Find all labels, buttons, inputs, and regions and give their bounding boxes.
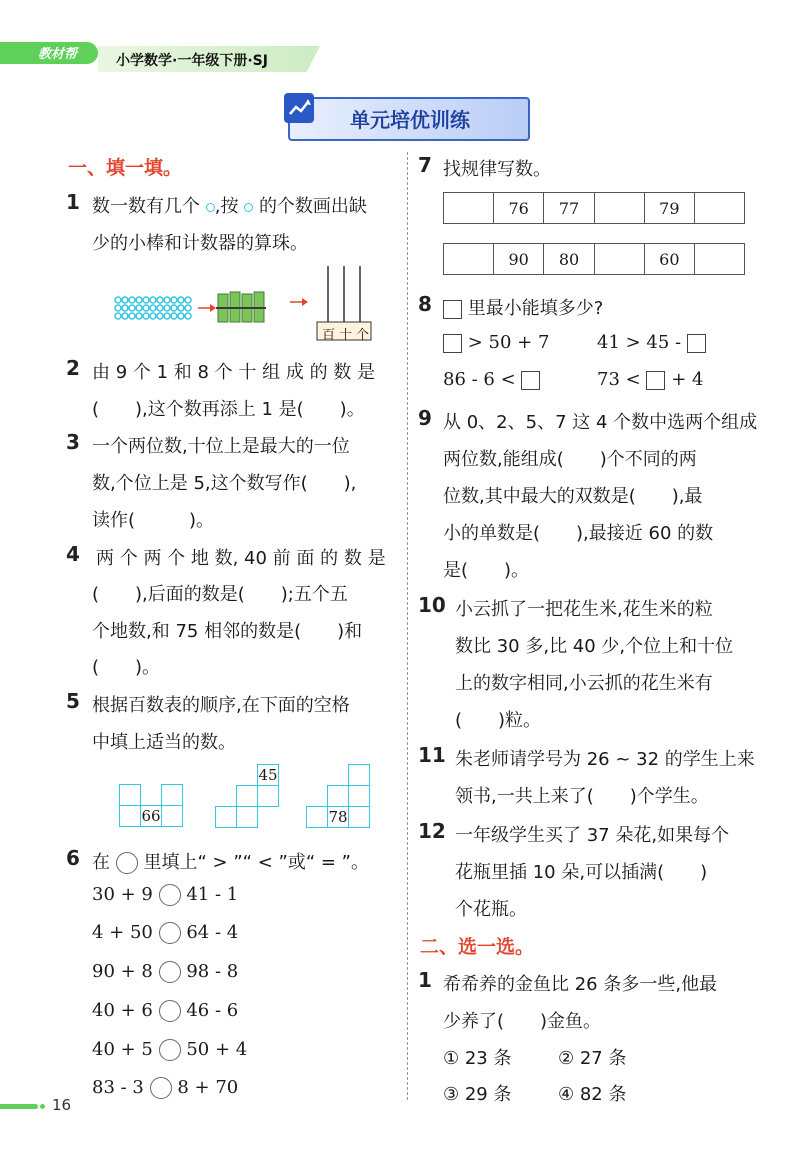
q4-line3: 个地数,和 75 相邻的数是( )和 (92, 621, 363, 642)
number-cell[interactable] (695, 244, 745, 275)
s2q1-line1: 希希养的金鱼比 26 条多一些,他最 (443, 974, 718, 995)
q7-text: 找规律写数。 (443, 159, 551, 180)
small-circle-icon (206, 203, 215, 212)
blank-square[interactable] (646, 371, 665, 390)
comparison-row: 4 + 50 64 - 4 (92, 922, 239, 943)
comparison-row: 40 + 6 46 - 6 (92, 1000, 239, 1021)
q9-number: 9 (418, 406, 432, 430)
number-cell[interactable] (695, 193, 745, 224)
abacus-label: 百十个 (322, 328, 374, 343)
arrow-icon (290, 298, 308, 306)
q1-line2: 少的小棒和计数器的算珠。 (92, 233, 308, 254)
q8-item-d: 73 < + 4 (597, 369, 704, 390)
number-cell[interactable] (594, 244, 644, 275)
q12-line3: 个花瓶。 (455, 899, 527, 920)
comparison-circle[interactable] (150, 1077, 172, 1099)
q8-item-c: 86 - 6 < (443, 369, 540, 390)
comparison-row: 83 - 3 8 + 70 (92, 1077, 239, 1098)
circle-dots-icon (115, 297, 191, 319)
q1-number: 1 (66, 190, 80, 214)
grid-value: 78 (328, 808, 348, 826)
stick-bundles-icon (216, 292, 266, 322)
q9-line1: 从 0、2、5、7 这 4 个数中选两个组成 (443, 412, 758, 433)
page-number: 16 (52, 1096, 72, 1114)
q4-line1: 两 个 两 个 地 数, 40 前 面 的 数 是 (96, 548, 386, 569)
q10-line4: ( )粒。 (455, 710, 542, 731)
comparison-circle[interactable] (159, 1000, 181, 1022)
grid-value: 66 (141, 807, 161, 825)
unit-title: 单元培优训练 (350, 108, 470, 132)
q8-item-a: > 50 + 7 (443, 332, 549, 353)
comparison-row: 30 + 9 41 - 1 (92, 884, 239, 905)
q12-number: 12 (418, 819, 446, 843)
section-1-title: 一、填一填。 (68, 157, 183, 179)
column-divider (407, 152, 408, 1100)
q3-line1: 一个两位数,十位上是最大的一位 (92, 436, 350, 457)
q10-number: 10 (418, 593, 446, 617)
q8-text: 里最小能填多少? (443, 294, 603, 320)
q6-number: 6 (66, 846, 80, 870)
q9-line4: 小的单数是( ),最接近 60 的数 (443, 523, 714, 544)
comparison-circle (116, 852, 138, 874)
q12-line1: 一年级学生买了 37 朵花,如果每个 (455, 825, 730, 846)
number-cell: 90 (493, 244, 543, 275)
q3-number: 3 (66, 430, 80, 454)
q4-line4: ( )。 (92, 657, 161, 678)
small-circle-icon (244, 203, 253, 212)
blank-square[interactable] (443, 334, 462, 353)
q11-line1: 朱老师请学号为 26 ~ 32 的学生上来 (455, 749, 755, 770)
q4-line2: ( ),后面的数是( );五个五 (92, 584, 348, 605)
q10-line3: 上的数字相同,小云抓的花生米有 (455, 673, 713, 694)
hundred-grid-1 (119, 784, 185, 828)
blank-square (443, 300, 462, 319)
number-cell[interactable] (444, 244, 494, 275)
q1-line1: 数一数有几个 ,按 的个数画出缺 (92, 196, 367, 217)
comparison-row: 90 + 8 98 - 8 (92, 961, 239, 982)
s2q1-line2: 少养了( )金鱼。 (443, 1011, 602, 1032)
q11-number: 11 (418, 743, 446, 767)
s2q1-option-2[interactable]: ② 27 条 (558, 1048, 627, 1069)
q7-number: 7 (418, 153, 432, 177)
q4-number: 4 (66, 542, 80, 566)
s2q1-option-3[interactable]: ③ 29 条 (443, 1084, 512, 1105)
comparison-row: 40 + 5 50 + 4 (92, 1039, 248, 1060)
footer-bar (0, 1104, 38, 1109)
q3-line3: 读作( )。 (92, 510, 215, 531)
number-cell[interactable] (594, 193, 644, 224)
s2q1-option-4[interactable]: ④ 82 条 (558, 1084, 627, 1105)
comparison-circle[interactable] (159, 884, 181, 906)
q8-item-b: 41 > 45 - (597, 332, 706, 353)
q3-line2: 数,个位上是 5,这个数写作( ), (92, 473, 357, 494)
header-title: 小学数学·一年级下册·SJ (116, 53, 268, 69)
blank-square[interactable] (521, 371, 540, 390)
s2q1-number: 1 (418, 968, 432, 992)
q11-line2: 领书,一共上来了( )个学生。 (455, 786, 709, 807)
q2-line1: 由 9 个 1 和 8 个 十 组 成 的 数 是 (92, 362, 376, 383)
hundred-grid-2 (215, 764, 281, 830)
q6-line1: 在 里填上“ > ”“ < ”或“ = ”。 (92, 852, 369, 873)
footer-dot (40, 1104, 45, 1109)
q5-number: 5 (66, 689, 80, 713)
q8-number: 8 (418, 292, 432, 316)
q5-line2: 中填上适当的数。 (92, 732, 236, 753)
q5-line1: 根据百数表的顺序,在下面的空格 (92, 695, 350, 716)
q9-line2: 两位数,能组成( )个不同的两 (443, 449, 697, 470)
q7-row1-table (443, 192, 745, 224)
comparison-circle[interactable] (159, 922, 181, 944)
q9-line5: 是( )。 (443, 560, 530, 581)
s2q1-option-1[interactable]: ① 23 条 (443, 1048, 512, 1069)
section-2-title: 二、选一选。 (420, 936, 535, 958)
comparison-circle[interactable] (159, 961, 181, 983)
number-cell: 77 (544, 193, 594, 224)
number-cell: 60 (644, 244, 694, 275)
grid-value: 45 (258, 766, 278, 784)
q2-number: 2 (66, 356, 80, 380)
q9-line3: 位数,其中最大的双数是( ),最 (443, 486, 703, 507)
arrow-icon (198, 304, 216, 312)
q2-line2: ( ),这个数再添上 1 是( )。 (92, 399, 365, 420)
q10-line2: 数比 30 多,比 40 少,个位上和十位 (455, 636, 734, 657)
header-tab-label: 教材帮 (38, 47, 78, 62)
number-cell[interactable] (444, 193, 494, 224)
blank-square[interactable] (687, 334, 706, 353)
number-cell: 79 (644, 193, 694, 224)
q12-line2: 花瓶里插 10 朵,可以插满( ) (455, 862, 708, 883)
hundred-grid-3 (306, 764, 372, 830)
number-cell: 80 (544, 244, 594, 275)
q7-row2-table (443, 243, 745, 275)
q10-line1: 小云抓了一把花生米,花生米的粒 (455, 599, 713, 620)
number-cell: 76 (493, 193, 543, 224)
comparison-circle[interactable] (159, 1039, 181, 1061)
